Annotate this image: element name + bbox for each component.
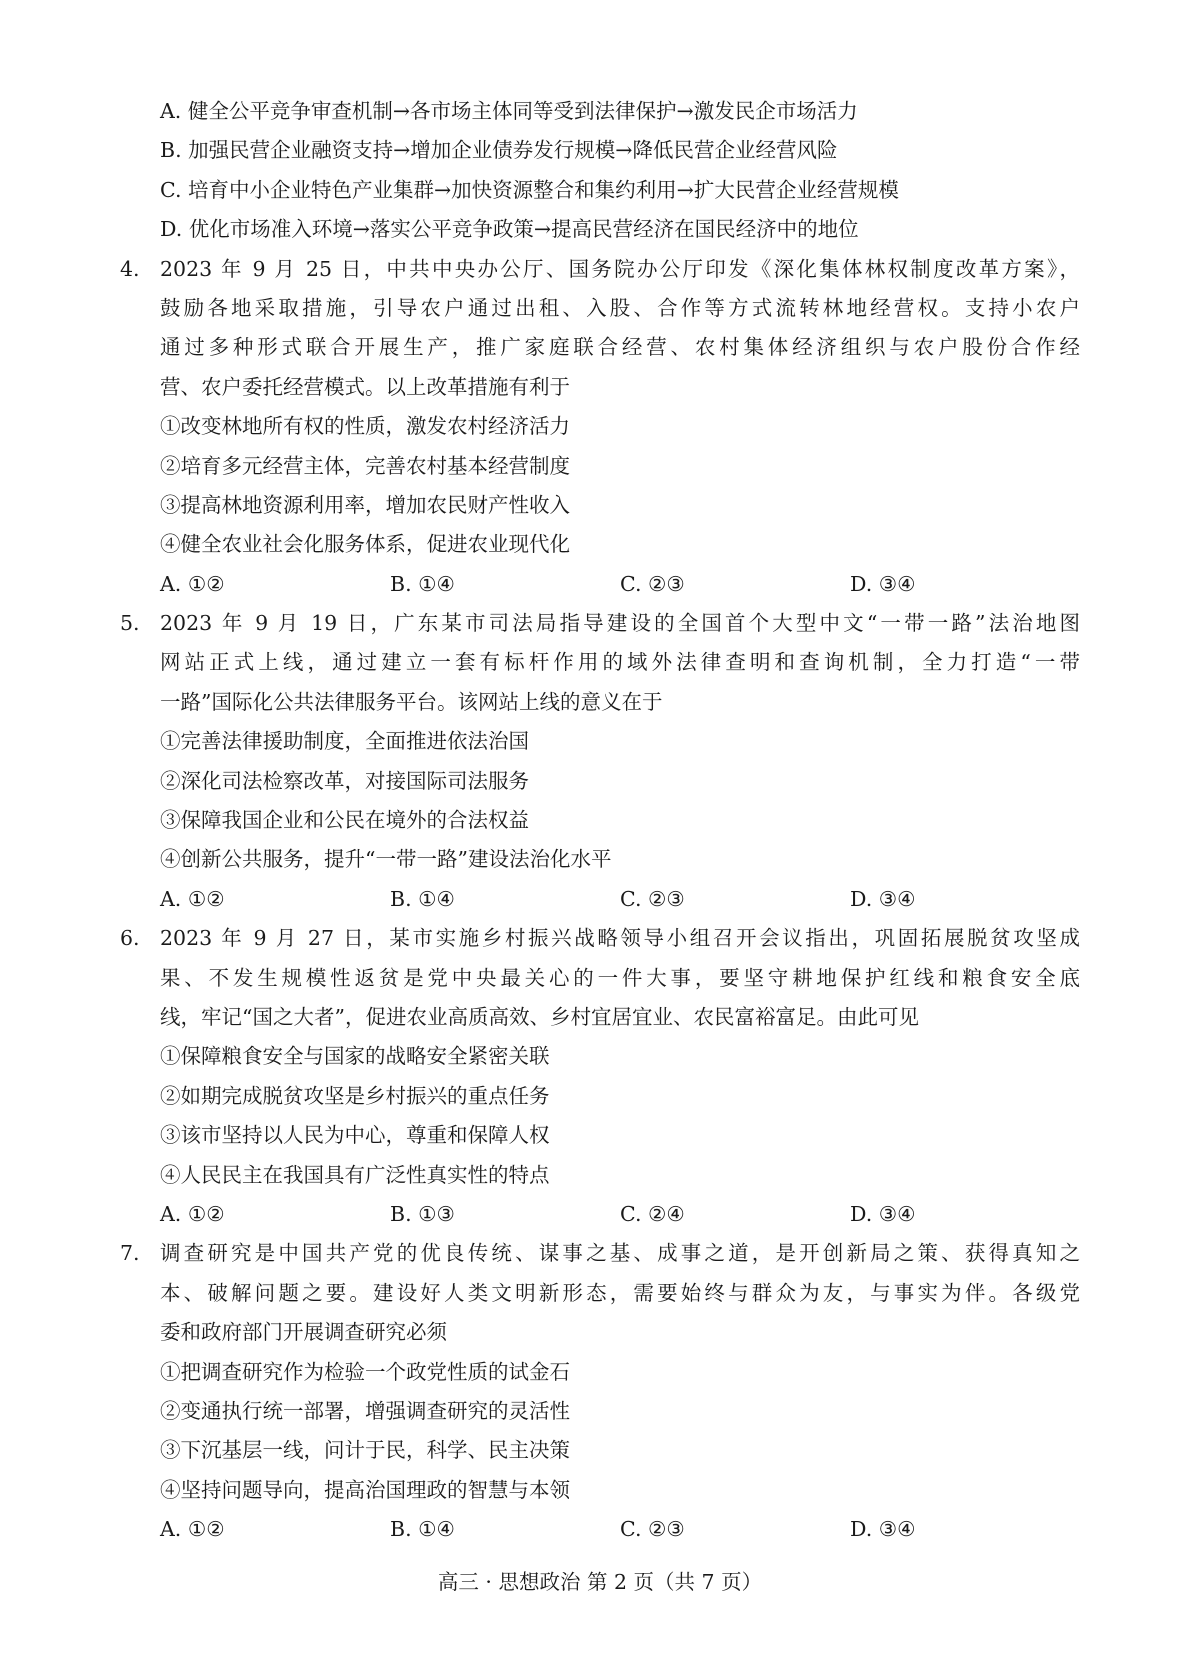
q5-choice-c: C. ②③ <box>620 886 685 911</box>
q5-choice-a: A. ①② <box>160 886 225 911</box>
q4-stem-line: 通过多种形式联合开展生产，推广家庭联合经营、农村集体经济组织与农户股份合作经 <box>160 335 1080 360</box>
q3-option-b: B. 加强民营企业融资支持→增加企业债券发行规模→降低民营企业经营风险 <box>160 138 838 163</box>
q7-choice-d: D. ③④ <box>850 1517 916 1542</box>
q5-statement-3: ③保障我国企业和公民在境外的合法权益 <box>160 808 529 833</box>
q7-choices <box>120 1510 1080 1549</box>
q4-statement-2: ②培育多元经营主体，完善农村基本经营制度 <box>160 453 570 478</box>
question-5 <box>120 604 1080 919</box>
q6-stem-line: 果、不发生规模性返贫是党中央最关心的一件大事，要坚守耕地保护红线和粮食安全底 <box>160 965 1080 990</box>
q7-stem-line: 本、破解问题之要。建设好人类文明新形态，需要始终与群众为友，与事实为伴。各级党 <box>160 1280 1080 1305</box>
q5-stem-line: 2023 年 9 月 19 日，广东某市司法局指导建设的全国首个大型中文“一带一路”法治地图 <box>160 611 1080 636</box>
q7-choice-a: A. ①② <box>160 1517 225 1542</box>
q6-stem-line: 线，牢记“国之大者”，促进农业高质高效、乡村宜居宜业、农民富裕富足。由此可见 <box>160 1004 919 1029</box>
q6-statement-1: ①保障粮食安全与国家的战略安全紧密关联 <box>160 1044 550 1069</box>
q6-stem-line: 2023 年 9 月 27 日，某市实施乡村振兴战略领导小组召开会议指出，巩固拓展脱贫攻坚成 <box>160 926 1080 951</box>
q3-option-a: A. 健全公平竞争审查机制→各市场主体同等受到法律保护→激发民企市场活力 <box>160 99 858 123</box>
q4-choice-b: B. ①④ <box>390 571 455 596</box>
q5-statement-2: ②深化司法检察改革，对接国际司法服务 <box>160 768 529 793</box>
q5-number: 5. <box>120 611 140 636</box>
question-7 <box>120 1234 1080 1549</box>
q6-choice-c: C. ②④ <box>620 1201 685 1226</box>
q7-stem-line: 调查研究是中国共产党的优良传统、谋事之基、成事之道，是开创新局之策、获得真知之 <box>160 1241 1080 1266</box>
q5-stem-line: 一路”国际化公共法律服务平台。该网站上线的意义在于 <box>160 689 663 714</box>
page-footer: 高三 · 思想政治 第 2 页（共 7 页） <box>437 1570 763 1594</box>
q7-statement-3: ③下沉基层一线，问计于民，科学、民主决策 <box>160 1438 570 1463</box>
q4-choice-a: A. ①② <box>160 571 225 596</box>
q6-choice-d: D. ③④ <box>850 1201 916 1226</box>
question-4 <box>120 250 1080 605</box>
q7-statement-4: ④坚持问题导向，提高治国理政的智慧与本领 <box>160 1477 570 1502</box>
q5-choices <box>120 880 1080 919</box>
q4-number: 4. <box>120 256 140 281</box>
q5-stem-line: 网站正式上线，通过建立一套有标杆作用的域外法律查明和查询机制，全力打造“一带 <box>160 650 1080 675</box>
q6-statement-4: ④人民民主在我国具有广泛性真实性的特点 <box>160 1162 550 1187</box>
question-6 <box>120 919 1080 1234</box>
q6-choices <box>120 1195 1080 1234</box>
q4-statement-3: ③提高林地资源利用率，增加农民财产性收入 <box>160 492 570 517</box>
q7-choice-b: B. ①④ <box>390 1517 455 1542</box>
q7-number: 7. <box>120 1241 140 1266</box>
q4-statement-1: ①改变林地所有权的性质，激发农村经济活力 <box>160 414 570 439</box>
q4-stem-line: 营、农户委托经营模式。以上改革措施有利于 <box>160 374 570 399</box>
q4-choice-d: D. ③④ <box>850 571 916 596</box>
q5-choice-b: B. ①④ <box>390 886 455 911</box>
q7-stem-line: 委和政府部门开展调查研究必须 <box>160 1320 447 1345</box>
q6-statement-3: ③该市坚持以人民为中心，尊重和保障人权 <box>160 1123 550 1148</box>
q5-statement-4: ④创新公共服务，提升“一带一路”建设法治化水平 <box>160 847 612 872</box>
q7-statement-2: ②变通执行统一部署，增强调查研究的灵活性 <box>160 1398 570 1423</box>
q4-stem-line: 鼓励各地采取措施，引导农户通过出租、入股、合作等方式流转林地经营权。支持小农户 <box>160 295 1080 320</box>
q3-option-d: D. 优化市场准入环境→落实公平竞争政策→提高民营经济在国民经济中的地位 <box>160 217 859 242</box>
q6-choice-b: B. ①③ <box>390 1201 455 1226</box>
q4-choices <box>120 565 1080 604</box>
question-3-options <box>120 92 1080 250</box>
q3-option-c: C. 培育中小企业特色产业集群→加快资源整合和集约利用→扩大民营企业经营规模 <box>160 177 899 202</box>
q5-statement-1: ①完善法律援助制度，全面推进依法治国 <box>160 729 529 754</box>
q4-stem-line: 2023 年 9 月 25 日，中共中央办公厅、国务院办公厅印发《深化集体林权制度改革方案》， <box>160 256 1080 281</box>
q4-choice-c: C. ②③ <box>620 571 685 596</box>
q7-choice-c: C. ②③ <box>620 1517 685 1542</box>
q4-statement-4: ④健全农业社会化服务体系，促进农业现代化 <box>160 532 570 557</box>
q7-statement-1: ①把调查研究作为检验一个政党性质的试金石 <box>160 1359 570 1384</box>
q6-choice-a: A. ①② <box>160 1201 225 1226</box>
page-content <box>120 92 1080 1549</box>
q5-choice-d: D. ③④ <box>850 886 916 911</box>
q6-statement-2: ②如期完成脱贫攻坚是乡村振兴的重点任务 <box>160 1083 550 1108</box>
q6-number: 6. <box>120 926 140 951</box>
